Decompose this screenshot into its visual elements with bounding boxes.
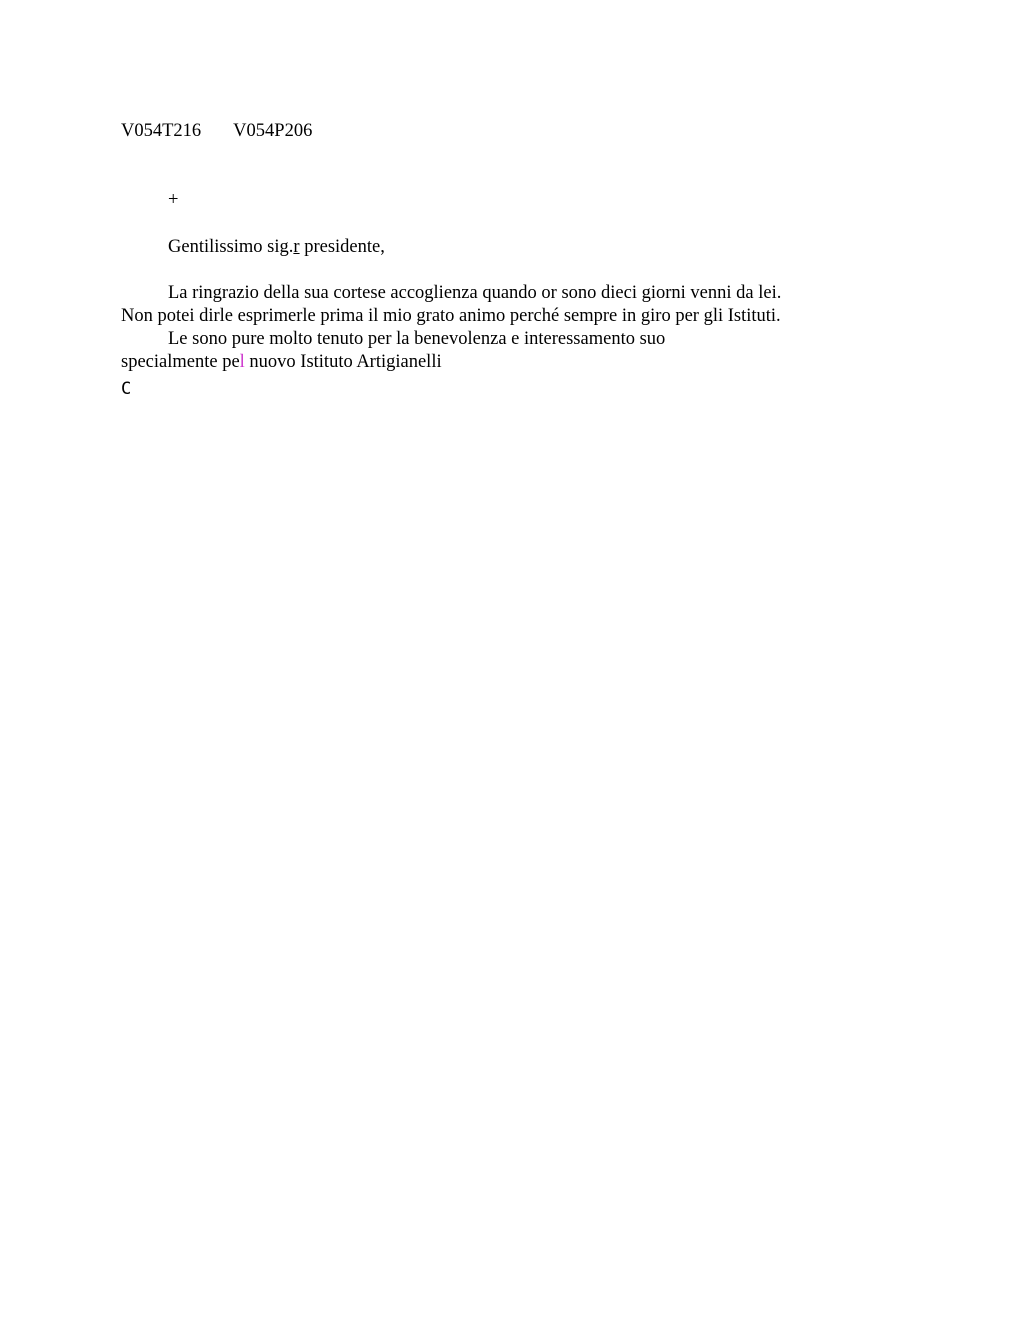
line4-start: specialmente pe (121, 352, 240, 372)
paragraph-line-3: Le sono pure molto tenuto per la benevolenza e interessamento suo (168, 329, 666, 349)
salutation-start: Gentilissimo sig. (168, 237, 294, 257)
reference-codes (121, 120, 312, 143)
salutation-end: presidente, (299, 237, 385, 257)
paragraph-line-2: Non potei dirle esprimerle prima il mio grato animo perché sempre in giro per gli Istituti. (121, 306, 781, 326)
page-code: V054P206 (233, 121, 313, 141)
cross-symbol: + (168, 190, 179, 210)
highlighted-letter: l (239, 352, 245, 372)
salutation (168, 236, 385, 259)
paragraph-line-4 (121, 351, 442, 374)
footer-mark: C (121, 379, 132, 399)
paragraph-line-1: La ringrazio della sua cortese accoglienza quando or sono dieci giorni venni da lei. (168, 283, 782, 303)
salutation-superscript: r (293, 237, 300, 257)
volume-code: V054T216 (121, 121, 202, 141)
line4-end: nuovo Istituto Artigianelli (244, 352, 442, 372)
